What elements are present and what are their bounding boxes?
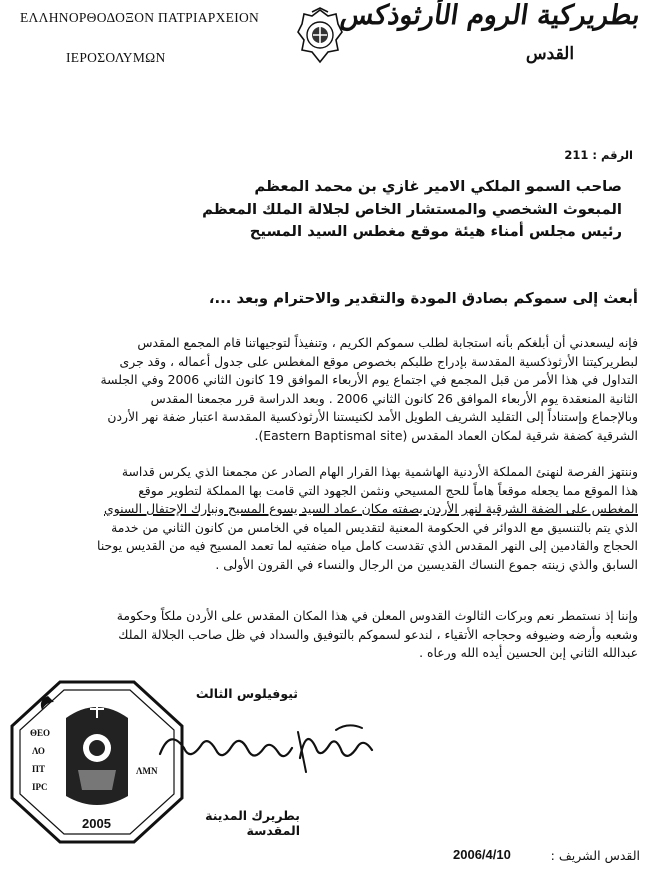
reference-line (520, 148, 633, 162)
arabic-letterhead-title (338, 0, 643, 46)
patriarch-name: ثيوفيلوس الثالث (195, 686, 298, 701)
seal-year: 2005 (82, 816, 111, 831)
paragraph-line: فإنه ليسعدني أن أبلغكم بأنه استجابة لطلب سموكم الكريم ، وتنفيذاً لتوجيهاتنا قام المجمع المقدس (137, 335, 638, 350)
paragraph-line: هذا الموقع مما يجعله موقعاً هاماً للحج المسيحي ونثمن الجهود التي قامت بها المملكة لتطوير موقع (138, 482, 638, 498)
paragraph-line: الذي يتم بالتنسيق مع الدوائر في الحكومة المعنية لتقديس المياه في الخامس من كانون الثاني من خدمة (111, 519, 638, 535)
patriarch-title: بطريرك المدينة المقدسة (205, 808, 300, 838)
paragraph-line: السابق والذي زينته جموع النساك القديسين من الرجال والنساء في القرون الأولى . (215, 556, 638, 572)
seal-right-letters: ΛΜΝ (136, 766, 158, 776)
addressee-line: رئيس مجلس أمناء هيئة موقع مغطس السيد المسيح (249, 223, 622, 240)
footer-date: 2006/4/10 (453, 847, 511, 862)
addressee-line: المبعوث الشخصي والمستشار الخاص لجلالة الملك المعظم (202, 200, 622, 218)
paragraph-1 (42, 334, 638, 446)
paragraph-line: لبطريركيتنا الأرثوذكسية المقدسة بإدراج طلبكم بخصوص موقع المغطس على جدول أعماله ، وقد جرى (119, 353, 638, 369)
greek-letterhead-line1: ΕΛΛΗΝΟΡΘΟΔΟΞΟΝ ΠΑΤΡΙΑΡΧΕΙΟΝ (20, 10, 260, 25)
handwritten-signature (150, 718, 390, 782)
greeting: أبعث إلى سموكم بصادق المودة والتقدير والاحترام وبعد ...، (208, 290, 638, 307)
seal-left-letters-3: ΠΤ (32, 764, 46, 774)
paragraph-line-underlined: المغطس على الضفة الشرقية لنهر الأردن بصفته مكان عماد السيد يسوع المسيح ونبارك الإحتفال السنوي (104, 501, 638, 517)
paragraph-line: وننتهز الفرصة لنهنئ المملكة الأردنية الهاشمية بهذا القرار الهام الصادر عن مجمعنا الذي يكرس قداسة (121, 464, 638, 479)
paragraph-line: وإننا إذ نستمطر نعم وبركات الثالوث القدوس المعلن في هذا المكان المقدس على الأردن ملكاً وحكومة (116, 608, 638, 623)
paragraph-line: التداول في هذا الأمر من قبل المجمع في اجتماع يوم الأربعاء الموافق 19 كانون الثاني 2006 وفي الجلسة (100, 372, 638, 388)
paragraph-line: وبالإجماع وإستناداً إلى التقليد الشريف الطويل الأمد لكنيستنا الأرثوذكسية المقدسة اعتبار ضفة نهر الأردن (107, 409, 638, 425)
paragraph-3 (42, 607, 638, 663)
arabic-letterhead-title-text: بطريركية الروم الأرثوذكس (338, 0, 643, 31)
reference-number: 211 (564, 148, 589, 162)
addressee-line: صاحب السمو الملكي الامير غازي بن محمد المعظم (254, 178, 622, 195)
paragraph-2 (42, 463, 638, 575)
paragraph-line: الحجاج والقادمين إلى النهر المقدس الذي تقدست كامل مياه ضفتيه لما تعمد المسيح فيه من القديس يوحنا (97, 538, 638, 554)
paragraph-line: وشعبه وأرضه وضيوفه وحجاجه الأتقياء ، لندعو لسموكم بالتوفيق والسداد في ظل صاحب الجلالة الملك (118, 626, 638, 642)
seal-left-letters-2: ΛΟ (32, 746, 45, 756)
paragraph-line: الشرقية كضفة شرقية لمكان العماد المقدس (Eastern Baptismal site). (254, 427, 638, 443)
greek-letterhead-line2: ΙΕΡΟΣΟΛΥΜΩΝ (66, 50, 166, 65)
footer-place: القدس الشريف : (550, 848, 640, 863)
reference-label: الرقم : (592, 148, 633, 162)
arabic-letterhead-city: القدس (525, 44, 575, 64)
patriarchate-emblem-icon (296, 8, 344, 64)
seal-left-letters-1: ΘΕΟ (30, 728, 51, 738)
paragraph-line: الثانية المنعقدة يوم الأربعاء الموافق 26 كانون الثاني 2006 . وبعد الدراسة قرر مجمعنا المقدس (150, 390, 638, 406)
paragraph-line: عبدالله الثاني إبن الحسين أيده الله ورعاه . (419, 645, 638, 661)
seal-left-letters-4: IPC (32, 782, 48, 792)
addressee-block (140, 176, 622, 244)
